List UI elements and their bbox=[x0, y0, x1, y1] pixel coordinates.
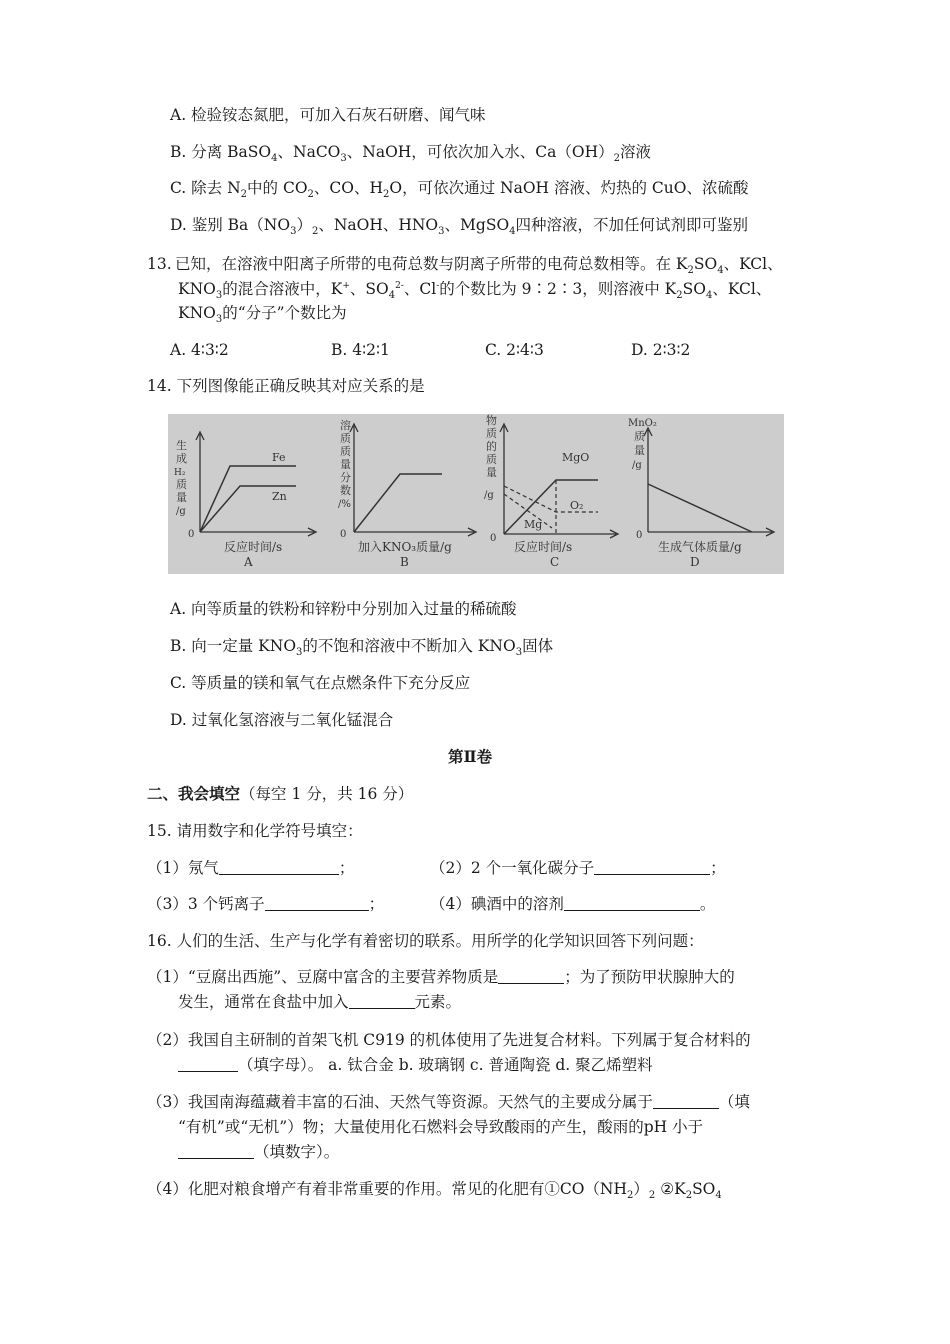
graph-a-ylabel-2: 成 bbox=[176, 452, 187, 465]
q12-option-c: C. 除去 $N_2$中的 $CO_2$、CO、$H_2O$，可依次通过 NaOH 溶液、灼热的 CuO、浓硫酸 bbox=[170, 179, 749, 200]
q16-part-1-line-1: （1）“豆腐出西施”、豆腐中富含的主要营养物质是 ；为了预防甲状腺肿大的 bbox=[147, 968, 735, 986]
answer-blank[interactable] bbox=[564, 896, 700, 911]
graph-c-ylabel-6: /g bbox=[484, 490, 494, 501]
graph-b bbox=[338, 418, 476, 569]
answer-blank[interactable] bbox=[265, 896, 369, 911]
graph-b-curve bbox=[354, 474, 442, 532]
answer-blank[interactable] bbox=[653, 1094, 719, 1109]
graph-b-axes bbox=[350, 424, 476, 536]
answer-blank[interactable] bbox=[178, 1144, 254, 1159]
graph-c-origin: 0 bbox=[490, 533, 497, 544]
q16-part-3-line-2: “有机”或“无机”）物；大量使用化石燃料会导致酸雨的产生，酸雨的pH 小于 bbox=[178, 1118, 704, 1136]
graph-d-caption: D bbox=[690, 555, 700, 569]
answer-blank[interactable] bbox=[219, 860, 339, 875]
graph-d-ylabel-3: 量 bbox=[634, 444, 645, 457]
graph-c-ylabel-4: 质 bbox=[486, 453, 497, 466]
q14-graph-figure bbox=[168, 414, 784, 574]
graph-c-o2-curve bbox=[504, 486, 598, 512]
graph-c-xlabel: 反应时间/s bbox=[514, 540, 573, 554]
graph-c-o2-label: O₂ bbox=[570, 499, 584, 512]
graph-a-ylabel-4: 质 bbox=[176, 478, 187, 491]
q14-option-b: B. 向一定量 $KNO_3$的不饱和溶液中不断加入 $KNO_3$固体 bbox=[170, 637, 554, 658]
q15-stem: 15. 请用数字和化学符号填空： bbox=[147, 822, 363, 840]
graph-a-ylabel-1: 生 bbox=[176, 439, 187, 452]
q12-option-a: A. 检验铵态氮肥，可加入石灰石研磨、闻气味 bbox=[170, 106, 486, 124]
graph-b-ylabel-1: 溶 bbox=[340, 419, 351, 432]
answer-blank[interactable] bbox=[594, 860, 710, 875]
q16-part-3-line-3: （填数字）。 bbox=[178, 1141, 339, 1163]
q16-part-4-line-1: （4）化肥对粮食增产有着非常重要的作用。常见的化肥有$①CO(NH_2)_2$ $②K_2SO_4$ bbox=[147, 1180, 722, 1201]
answer-blank[interactable] bbox=[178, 1057, 238, 1072]
graph-a-axes bbox=[196, 432, 316, 536]
graph-d-ylabel-2: 质 bbox=[634, 430, 645, 443]
graph-d-axes bbox=[644, 428, 774, 536]
graph-a-caption: A bbox=[244, 555, 253, 569]
graph-d bbox=[628, 418, 774, 569]
q14-option-c: C. 等质量的镁和氧气在点燃条件下充分反应 bbox=[170, 674, 471, 692]
answer-blank[interactable] bbox=[498, 969, 564, 984]
q13-line-3: $KNO_3$的“分子”个数比为 bbox=[178, 304, 347, 325]
q14-option-a: A. 向等质量的铁粉和锌粉中分别加入过量的稀硫酸 bbox=[170, 600, 517, 618]
q13-line-2: $KNO_3$的混合溶液中，K+、$SO_4^{2-}$、Cl-的个数比为 9∶2∶3，则溶液中 $K_2SO_4$、KCl、 bbox=[178, 280, 772, 301]
graph-b-ylabel-5: 分 bbox=[340, 471, 351, 484]
q13-option-b: B. 4∶2∶1 bbox=[331, 341, 390, 359]
graph-a bbox=[174, 432, 316, 569]
graph-a-ylabel-3: H₂ bbox=[174, 468, 186, 478]
graph-b-ylabel-7: /% bbox=[338, 499, 351, 510]
graph-c-caption: C bbox=[550, 555, 560, 569]
graph-c-axes bbox=[500, 424, 618, 538]
graph-a-ylabel-5: 量 bbox=[176, 491, 187, 504]
q15-item-4: （4）碘酒中的溶剂 。 bbox=[430, 895, 716, 913]
q15-item-1: （1）氖气 ； bbox=[147, 859, 355, 877]
graph-d-xlabel: 生成气体质量/g bbox=[658, 540, 742, 554]
graph-d-curve bbox=[648, 484, 752, 532]
answer-blank[interactable] bbox=[349, 994, 415, 1009]
graph-a-fe-label: Fe bbox=[272, 451, 286, 464]
q15-item-3: （3）3 个钙离子 ； bbox=[147, 895, 385, 913]
graph-d-ylabel-4: /g bbox=[632, 460, 642, 471]
graph-c bbox=[484, 414, 618, 569]
q16-part-2-line-2: （填字母）。 a. 钛合金 b. 玻璃钢 c. 普通陶瓷 d. 聚乙烯塑料 bbox=[178, 1054, 653, 1076]
graph-b-origin: 0 bbox=[340, 529, 347, 540]
q13-option-d: D. 2∶3∶2 bbox=[631, 341, 691, 359]
graph-a-zn-label: Zn bbox=[272, 490, 287, 503]
q16-stem: 16. 人们的生活、生产与化学有着密切的联系。用所学的化学知识回答下列问题： bbox=[147, 932, 704, 950]
graph-c-mgo-label: MgO bbox=[562, 451, 590, 464]
graph-c-ylabel-1: 物 bbox=[486, 414, 497, 427]
q16-part-3-line-1: （3）我国南海蕴藏着丰富的石油、天然气等资源。天然气的主要成分属于 （填 bbox=[147, 1093, 750, 1111]
graph-b-xlabel: 加入KNO₃质量/g bbox=[358, 540, 452, 554]
graph-a-xlabel: 反应时间/s bbox=[224, 540, 283, 554]
q13-line-1: 已知，在溶液中阳离子所带的电荷总数与阴离子所带的电荷总数相等。在 $K_2SO_4$、KCl、 bbox=[175, 255, 783, 276]
q13-option-a: A. 4∶3∶2 bbox=[170, 341, 229, 359]
graph-a-origin: 0 bbox=[188, 529, 195, 540]
graph-b-ylabel-3: 质 bbox=[340, 445, 351, 458]
graph-d-origin: 0 bbox=[636, 530, 643, 541]
graph-a-ylabel-6: /g bbox=[176, 506, 186, 517]
graph-c-mg-label: Mg bbox=[524, 518, 543, 531]
graph-c-ylabel-5: 量 bbox=[486, 466, 497, 479]
graph-b-ylabel-2: 质 bbox=[340, 432, 351, 445]
q14-stem: 14. 下列图像能正确反映其对应关系的是 bbox=[147, 377, 425, 395]
q13-option-c: C. 2∶4∶3 bbox=[485, 341, 544, 359]
q12-option-d: D. 鉴别 $Ba(NO_3)_2$、NaOH、$HNO_3$、MgSO$_4$四种溶液，不加任何试剂即可鉴别 bbox=[170, 216, 749, 237]
q16-part-2-line-1: （2）我国自主研制的首架飞机 C919 的机体使用了先进复合材料。下列属于复合材料的 bbox=[147, 1031, 751, 1049]
graph-b-caption: B bbox=[400, 555, 409, 569]
graph-b-ylabel-6: 数 bbox=[340, 484, 351, 497]
q14-option-d: D. 过氧化氢溶液与二氧化锰混合 bbox=[170, 711, 394, 729]
graph-b-ylabel-4: 量 bbox=[340, 458, 351, 471]
graph-c-mgo-curve bbox=[504, 480, 598, 534]
q15-item-2: （2）2 个一氧化碳分子 ； bbox=[430, 859, 726, 877]
graph-c-ylabel-2: 质 bbox=[486, 427, 497, 440]
q16-part-1-line-2: 发生，通常在食盐中加入 元素。 bbox=[178, 993, 462, 1011]
part2-title: 第Ⅱ卷 bbox=[448, 747, 493, 766]
graph-d-ylabel-1: MnO₂ bbox=[628, 418, 657, 429]
q12-option-b: B. 分离 BaSO$_4$、NaCO$_3$、NaOH，可依次加入水、$Ca(OH)_2$溶液 bbox=[170, 143, 652, 164]
graph-c-ylabel-3: 的 bbox=[486, 440, 497, 453]
q13-number: 13. bbox=[147, 255, 172, 273]
section-heading: 二、我会填空（每空 1 分，共 16 分） bbox=[147, 784, 414, 803]
